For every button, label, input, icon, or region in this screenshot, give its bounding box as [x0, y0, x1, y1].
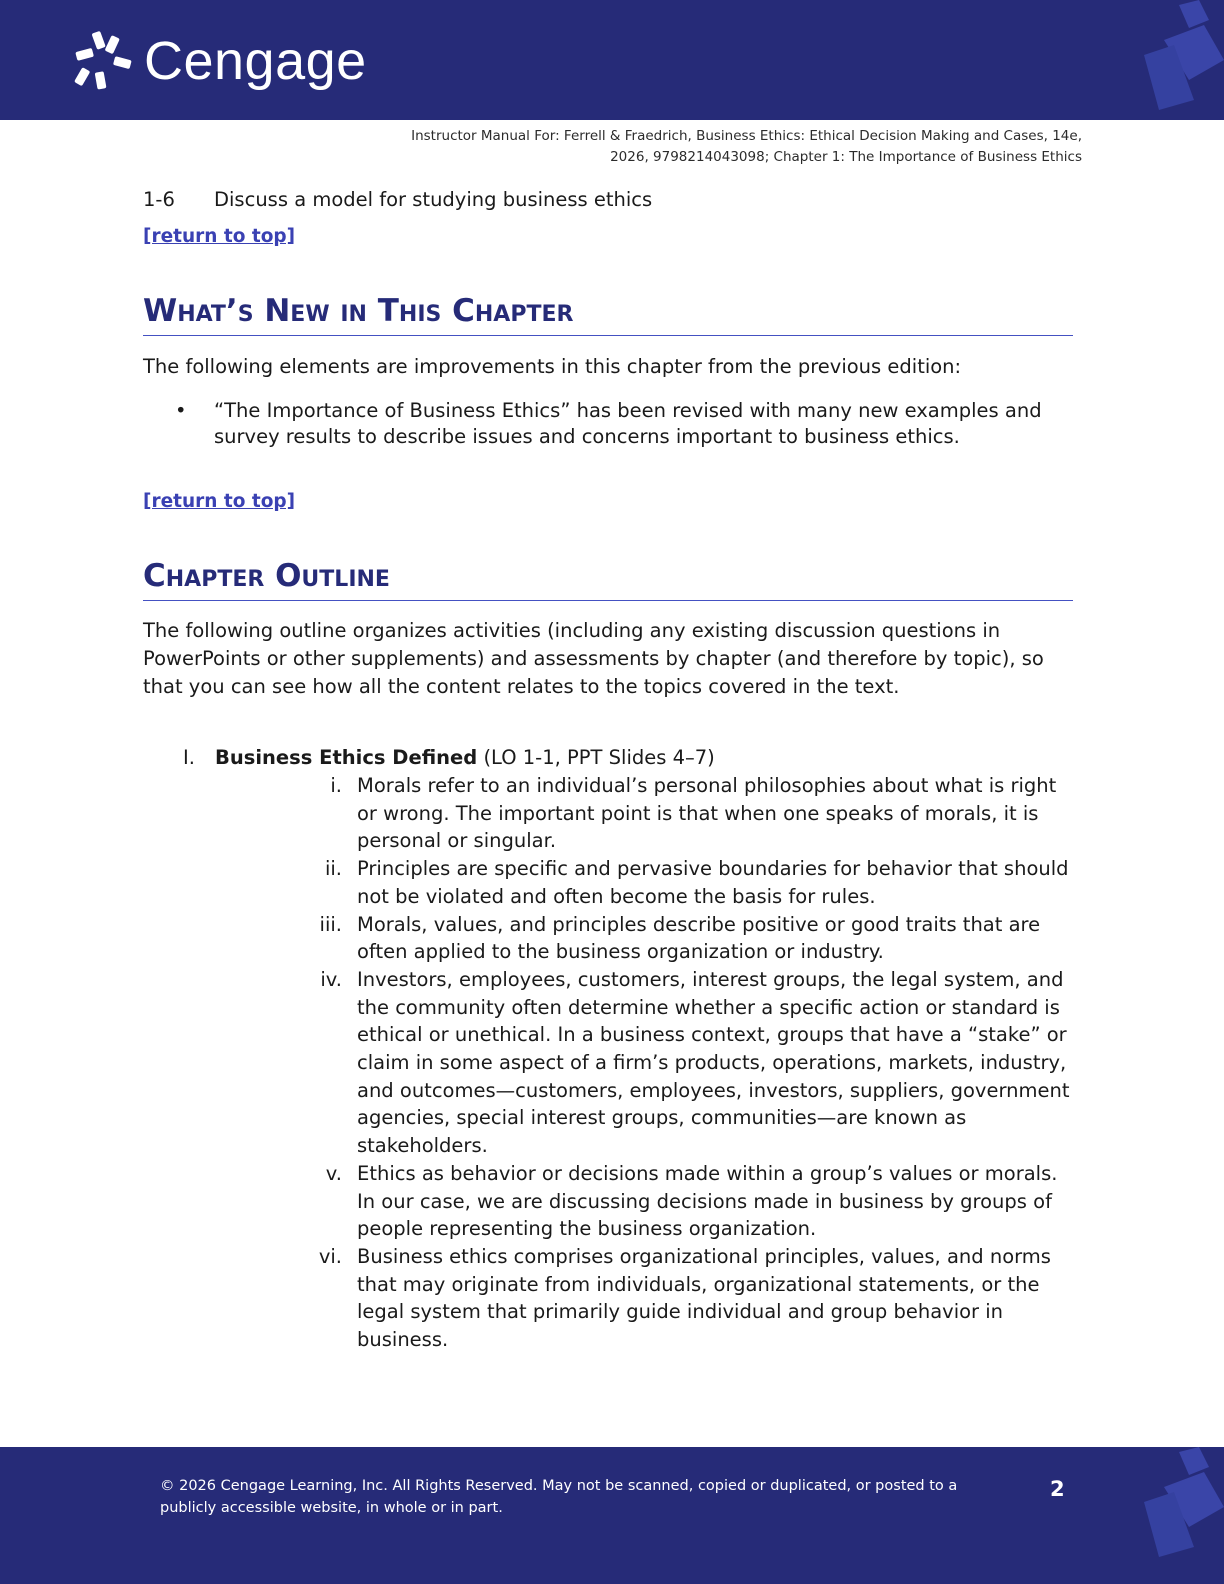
running-head-line-1: Instructor Manual For: Ferrell & Fraedrich, Business Ethics: Ethical Decision Making and Cases, 14e, [411, 128, 1082, 144]
outline-heading-number: I. [183, 746, 195, 769]
copyright-notice: © 2026 Cengage Learning, Inc. All Rights Reserved. May not be scanned, copied or duplicated, or posted to a publicly accessible website, in whole or in part. [160, 1478, 958, 1516]
list-item-text: Business ethics comprises organizational principles, values, and norms that may originate from individuals, organizational statements, or the legal system that primarily guide individual and group behavior in business. [357, 1244, 1051, 1352]
list-item-number: ii. [324, 857, 342, 881]
list-item-text: Morals refer to an individual’s personal philosophies about what is right or wrong. The important point is that when one speaks of morals, it is personal or singular. [357, 774, 1057, 853]
footer-corner-decoration [1134, 1447, 1224, 1584]
bullet-icon: • [175, 399, 187, 422]
cengage-logo [72, 30, 367, 92]
learning-objective-number: 1-6 [143, 188, 175, 211]
learning-objective-text: Discuss a model for studying business ethics [214, 188, 653, 211]
list-item-number: i. [330, 774, 342, 797]
list-item-number: iv. [320, 967, 342, 991]
list-item-text: Investors, employees, customers, interest groups, the legal system, and the community often determine whether a specific action or standard is ethical or unethical. In a business context, groups that have a “stake” or claim in some aspect of a firm’s products, operations, markets, industry, and outcomes—customers, employees, investors, suppliers, government agencies, special interest groups, communities—are known as stakeholders. [357, 967, 1070, 1158]
whats-new-intro: The following elements are improvements in this chapter from the previous edition: [143, 355, 962, 378]
learning-objective [143, 186, 652, 214]
bullet-text: “The Importance of Business Ethics” has been revised with many new examples and survey results to describe issues and concerns important to business ethics. [214, 399, 1042, 448]
list-item-number: iii. [319, 912, 342, 936]
list-item [300, 911, 1080, 966]
page-header [0, 0, 1224, 120]
outline-heading-title: Business Ethics Defined [215, 746, 478, 769]
page-footer [0, 1447, 1224, 1584]
list-item [300, 1243, 1080, 1354]
list-item [300, 1160, 1080, 1243]
list-item-number: v. [325, 1161, 342, 1185]
running-head [242, 126, 1082, 168]
outline-sub-list [300, 772, 1080, 1354]
list-item-number: vi. [318, 1244, 342, 1268]
running-head-line-2: 2026, 9798214043098; Chapter 1: The Importance of Business Ethics [610, 149, 1082, 165]
chapter-outline-intro: The following outline organizes activities (including any existing discussion questions in PowerPoints or other supplements) and assessments by chapter (and therefore by topic), so that you can see how all the content relates to the topics covered in the text. [143, 619, 1044, 698]
return-to-top-link[interactable]: [return to top] [143, 226, 296, 247]
return-to-top-link[interactable]: [return to top] [143, 491, 296, 512]
list-item-text: Ethics as behavior or decisions made within a group’s values or morals. In our case, we are discussing decisions made in business by groups of people representing the business organization. [357, 1161, 1058, 1241]
list-item [300, 772, 1080, 855]
list-item-text: Principles are specific and pervasive boundaries for behavior that should not be violated and often become the basis for rules. [357, 857, 1069, 908]
outline-heading [183, 744, 715, 772]
outline-heading-ref: (LO 1-1, PPT Slides 4–7) [477, 746, 715, 769]
list-item [300, 966, 1080, 1160]
list-item [175, 398, 1045, 450]
list-item-text: Morals, values, and principles describe positive or good traits that are often applied to the business organization or industry. [357, 912, 1041, 964]
page-number: 2 [1050, 1477, 1065, 1501]
section-title-whats-new: What’s New in This Chapter [143, 292, 1073, 336]
section-title-chapter-outline: Chapter Outline [143, 557, 1073, 601]
brand-name: Cengage [144, 31, 367, 91]
list-item [300, 855, 1080, 910]
cengage-logo-icon [72, 30, 134, 92]
corner-decoration [1134, 0, 1224, 120]
